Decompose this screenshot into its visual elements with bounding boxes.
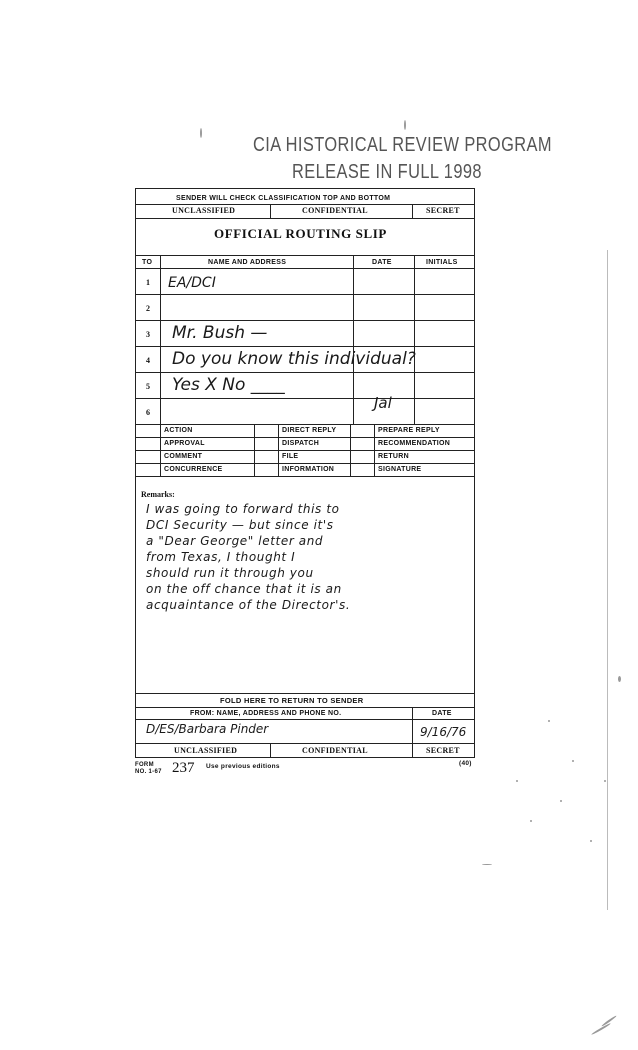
- return-label: RETURN: [378, 453, 409, 460]
- concurrence-label: CONCURRENCE: [164, 466, 223, 473]
- form-title: OFFICIAL ROUTING SLIP: [214, 226, 387, 241]
- remarks-line: from Texas, I thought I: [146, 550, 296, 564]
- approval-label: APPROVAL: [164, 440, 205, 447]
- remarks-line: on the off chance that it is an: [146, 582, 342, 596]
- from-label: FROM: NAME, ADDRESS AND PHONE NO.: [190, 710, 342, 717]
- sender-note: SENDER WILL CHECK CLASSIFICATION TOP AND BOTTOM: [176, 195, 391, 202]
- header-date: DATE: [372, 259, 392, 266]
- bottom-class-secret: SECRET: [426, 746, 460, 755]
- release-stamp-line1: CIA HISTORICAL REVIEW PROGRAM: [253, 134, 552, 156]
- remarks-line: should run it through you: [146, 566, 314, 580]
- remarks-label: Remarks:: [141, 490, 175, 499]
- row-number-3: 3: [146, 330, 150, 339]
- date-label: DATE: [432, 710, 452, 717]
- bottom-class-confidential: CONFIDENTIAL: [302, 746, 368, 755]
- row-entry-4: Do you know this individual?: [172, 349, 416, 369]
- remarks-line: acquaintance of the Director's.: [146, 598, 351, 612]
- release-stamp-line2: RELEASE IN FULL 1998: [292, 161, 482, 183]
- bottom-class-unclassified: UNCLASSIFIED: [174, 746, 238, 755]
- top-class-confidential: CONFIDENTIAL: [302, 206, 368, 215]
- top-class-secret: SECRET: [426, 206, 460, 215]
- routing-slip: [135, 188, 475, 758]
- row-number-4: 4: [146, 356, 150, 365]
- remarks-line: DCI Security — but since it's: [146, 518, 334, 532]
- row-number-2: 2: [146, 304, 150, 313]
- from-entry: D/ES/Barbara Pinder: [146, 722, 269, 736]
- prepare-reply-label: PREPARE REPLY: [378, 427, 440, 434]
- row-entry-3: Mr. Bush —: [172, 323, 268, 343]
- header-name-address: NAME AND ADDRESS: [208, 259, 287, 266]
- row-number-6: 6: [146, 408, 150, 417]
- file-label: FILE: [282, 453, 299, 460]
- initials-mark: Jal: [374, 394, 392, 412]
- top-class-unclassified: UNCLASSIFIED: [172, 206, 236, 215]
- remarks-line: I was going to forward this to: [146, 502, 340, 516]
- comment-label: COMMENT: [164, 453, 203, 460]
- remarks-text: [146, 501, 466, 613]
- recommendation-label: RECOMMENDATION: [378, 440, 451, 447]
- form-number: 237: [172, 760, 195, 776]
- from-date: 9/16/76: [420, 725, 467, 739]
- form-label: FORM NO. 1-67: [135, 762, 162, 775]
- row-entry-5: Yes X No ____: [172, 375, 285, 395]
- information-label: INFORMATION: [282, 466, 335, 473]
- row-entry-1: EA/DCI: [168, 275, 216, 291]
- action-label: ACTION: [164, 427, 193, 434]
- direct-reply-label: DIRECT REPLY: [282, 427, 337, 434]
- row-number-5: 5: [146, 382, 150, 391]
- editions-note: Use previous editions: [206, 763, 280, 770]
- dispatch-label: DISPATCH: [282, 440, 320, 447]
- fold-label: FOLD HERE TO RETURN TO SENDER: [220, 696, 364, 705]
- signature-label: SIGNATURE: [378, 466, 422, 473]
- remarks-line: a "Dear George" letter and: [146, 534, 324, 548]
- form-code: (40): [459, 760, 472, 767]
- header-to: TO: [142, 259, 153, 266]
- header-initials: INITIALS: [426, 259, 458, 266]
- row-number-1: 1: [146, 278, 150, 287]
